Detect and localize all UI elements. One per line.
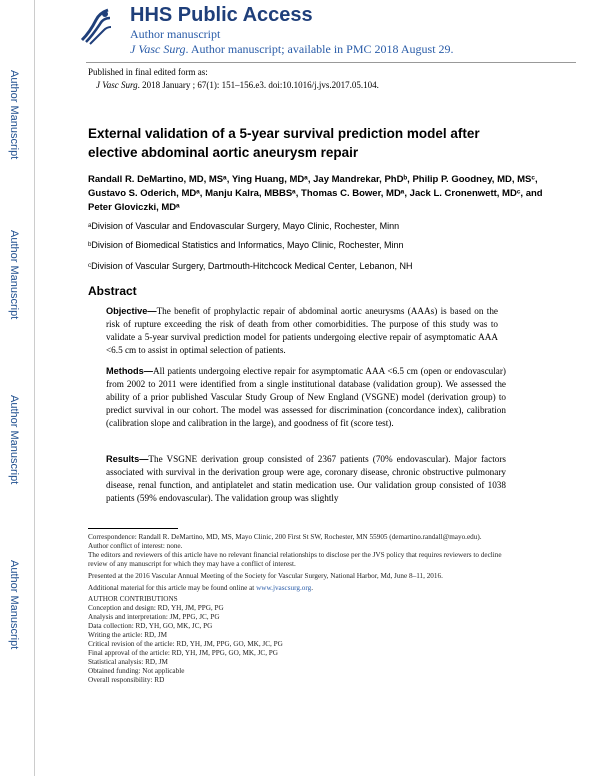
footnote-rule <box>88 528 178 529</box>
methods-text: All patients undergoing elective repair for asymptomatic AAA <6.5 cm (open or endovascular) from 2002 to 2011 were identified from a single institutional database (validation group). We assessed the ability of a prior published Vascular Study Group of New England (VSGNE) model (derivation group) to predict survival in our cohort. The model was assessed for discrimination (concordance index), calibration (calibration slope and calibration in the large), and goodness of fit (score test). <box>106 366 506 428</box>
header-availability: . Author manuscript; available in PMC 2018 August 29. <box>185 42 454 56</box>
contribution-item: Obtained funding: Not applicable <box>88 667 185 675</box>
abstract-heading: Abstract <box>88 284 137 298</box>
sidebar-label-2: Author Manuscript <box>8 230 20 320</box>
abstract-methods <box>106 365 506 430</box>
author-manuscript-label: Author manuscript <box>130 27 221 41</box>
editors-note: The editors and reviewers of this article have no relevant financial relationships to disclose per the JVS policy that requires reviewers to decline review of any manuscript for which they may have a conflict of interest. <box>88 551 502 568</box>
availability-line <box>130 42 454 57</box>
methods-label: Methods— <box>106 366 153 376</box>
objective-text: The benefit of prophylactic repair of abdominal aortic aneurysms (AAAs) is based on the risk of rupture exceeding the risk of death from other comorbidities. The purpose of this study was to validate a 5-year survival prediction model for patients undergoing elective repair of asymptomatic AAA <6.5 cm to assist in optimal selection of patients. <box>106 306 498 355</box>
presented-note: Presented at the 2016 Vascular Annual Meeting of the Society for Vascular Surgery, National Harbor, Md, June 8–11, 2016. <box>88 572 443 580</box>
article-title: External validation of a 5-year survival prediction model after elective abdominal aortic aneurysm repair <box>88 126 480 160</box>
results-text: The VSGNE derivation group consisted of 2367 patients (70% endovascular). Major factors associated with survival in the derivation group were age, coronary disease, chronic obstructive pulmonary disease, renal function, and antiplatelet and statin medication use. Our validation group consisted of 1038 patients (59% endovascular). The validation group was slightly <box>106 454 506 503</box>
contributions-heading: AUTHOR CONTRIBUTIONS <box>88 595 178 603</box>
citation-journal: J Vasc Surg <box>96 80 138 90</box>
contribution-item: Data collection: RD, YH, GO, MK, JC, PG <box>88 622 213 630</box>
abstract-results <box>106 453 506 505</box>
contribution-item: Writing the article: RD, JM <box>88 631 167 639</box>
footnotes <box>88 533 508 685</box>
sidebar-label-4: Author Manuscript <box>8 560 20 650</box>
affiliation-b: ᵇDivision of Biomedical Statistics and Informatics, Mayo Clinic, Rochester, Minn <box>88 240 404 250</box>
hhs-logo-icon <box>78 6 114 46</box>
results-label: Results— <box>106 454 149 464</box>
coi-note: Author conflict of interest: none. <box>88 542 183 550</box>
contribution-item: Statistical analysis: RD, JM <box>88 658 168 666</box>
citation-text: . 2018 January ; 67(1): 151–156.e3. doi:10.1016/j.jvs.2017.05.104. <box>137 80 379 90</box>
sidebar-divider <box>34 0 35 776</box>
abstract-objective <box>106 305 498 357</box>
contribution-item: Critical revision of the article: RD, YH, JM, PPG, GO, MK, JC, PG <box>88 640 283 648</box>
contribution-item: Conception and design: RD, YH, JM, PPG, PG <box>88 604 224 612</box>
citation-line <box>96 80 379 91</box>
correspondence-note: Correspondence: Randall R. DeMartino, MD, MS, Mayo Clinic, 200 First St SW, Rochester, MN 55905 (demartino.randall@mayo.edu). <box>88 533 482 541</box>
header-journal: J Vasc Surg <box>130 42 186 56</box>
contribution-item: Analysis and interpretation: JM, PPG, JC, PG <box>88 613 220 621</box>
additional-prefix: Additional material for this article may be found online at <box>88 584 257 592</box>
objective-label: Objective— <box>106 306 157 316</box>
contribution-item: Overall responsibility: RD <box>88 676 165 684</box>
journal-link[interactable]: www.jvascsurg.org <box>256 584 312 592</box>
header-rule <box>86 62 576 63</box>
additional-suffix: . <box>311 584 314 592</box>
sidebar-label-3: Author Manuscript <box>8 395 20 485</box>
published-label: Published in final edited form as: <box>88 67 208 77</box>
affiliation-a: ᵃDivision of Vascular and Endovascular Surgery, Mayo Clinic, Rochester, Minn <box>88 221 400 231</box>
sidebar-label-1: Author Manuscript <box>8 70 20 160</box>
contribution-item: Final approval of the article: RD, YH, JM, PPG, GO, MK, JC, PG <box>88 649 278 657</box>
author-list: Randall R. DeMartino, MD, MSᵃ, Ying Huang, MDᵃ, Jay Mandrekar, PhDᵇ, Philip P. Goodney, MD, MSᶜ, Gustavo S. Oderich, MDᵃ, Manju Kalra, MBBSᵃ, Thomas C. Bower, MDᵃ, Jack L. Cronenwett, MDᶜ, and Peter Gloviczki, MDᵃ <box>88 174 543 213</box>
additional-note <box>88 584 508 593</box>
affiliation-c: ᶜDivision of Vascular Surgery, Dartmouth-Hitchcock Medical Center, Lebanon, NH <box>88 261 413 271</box>
hhs-title: HHS Public Access <box>130 4 313 26</box>
